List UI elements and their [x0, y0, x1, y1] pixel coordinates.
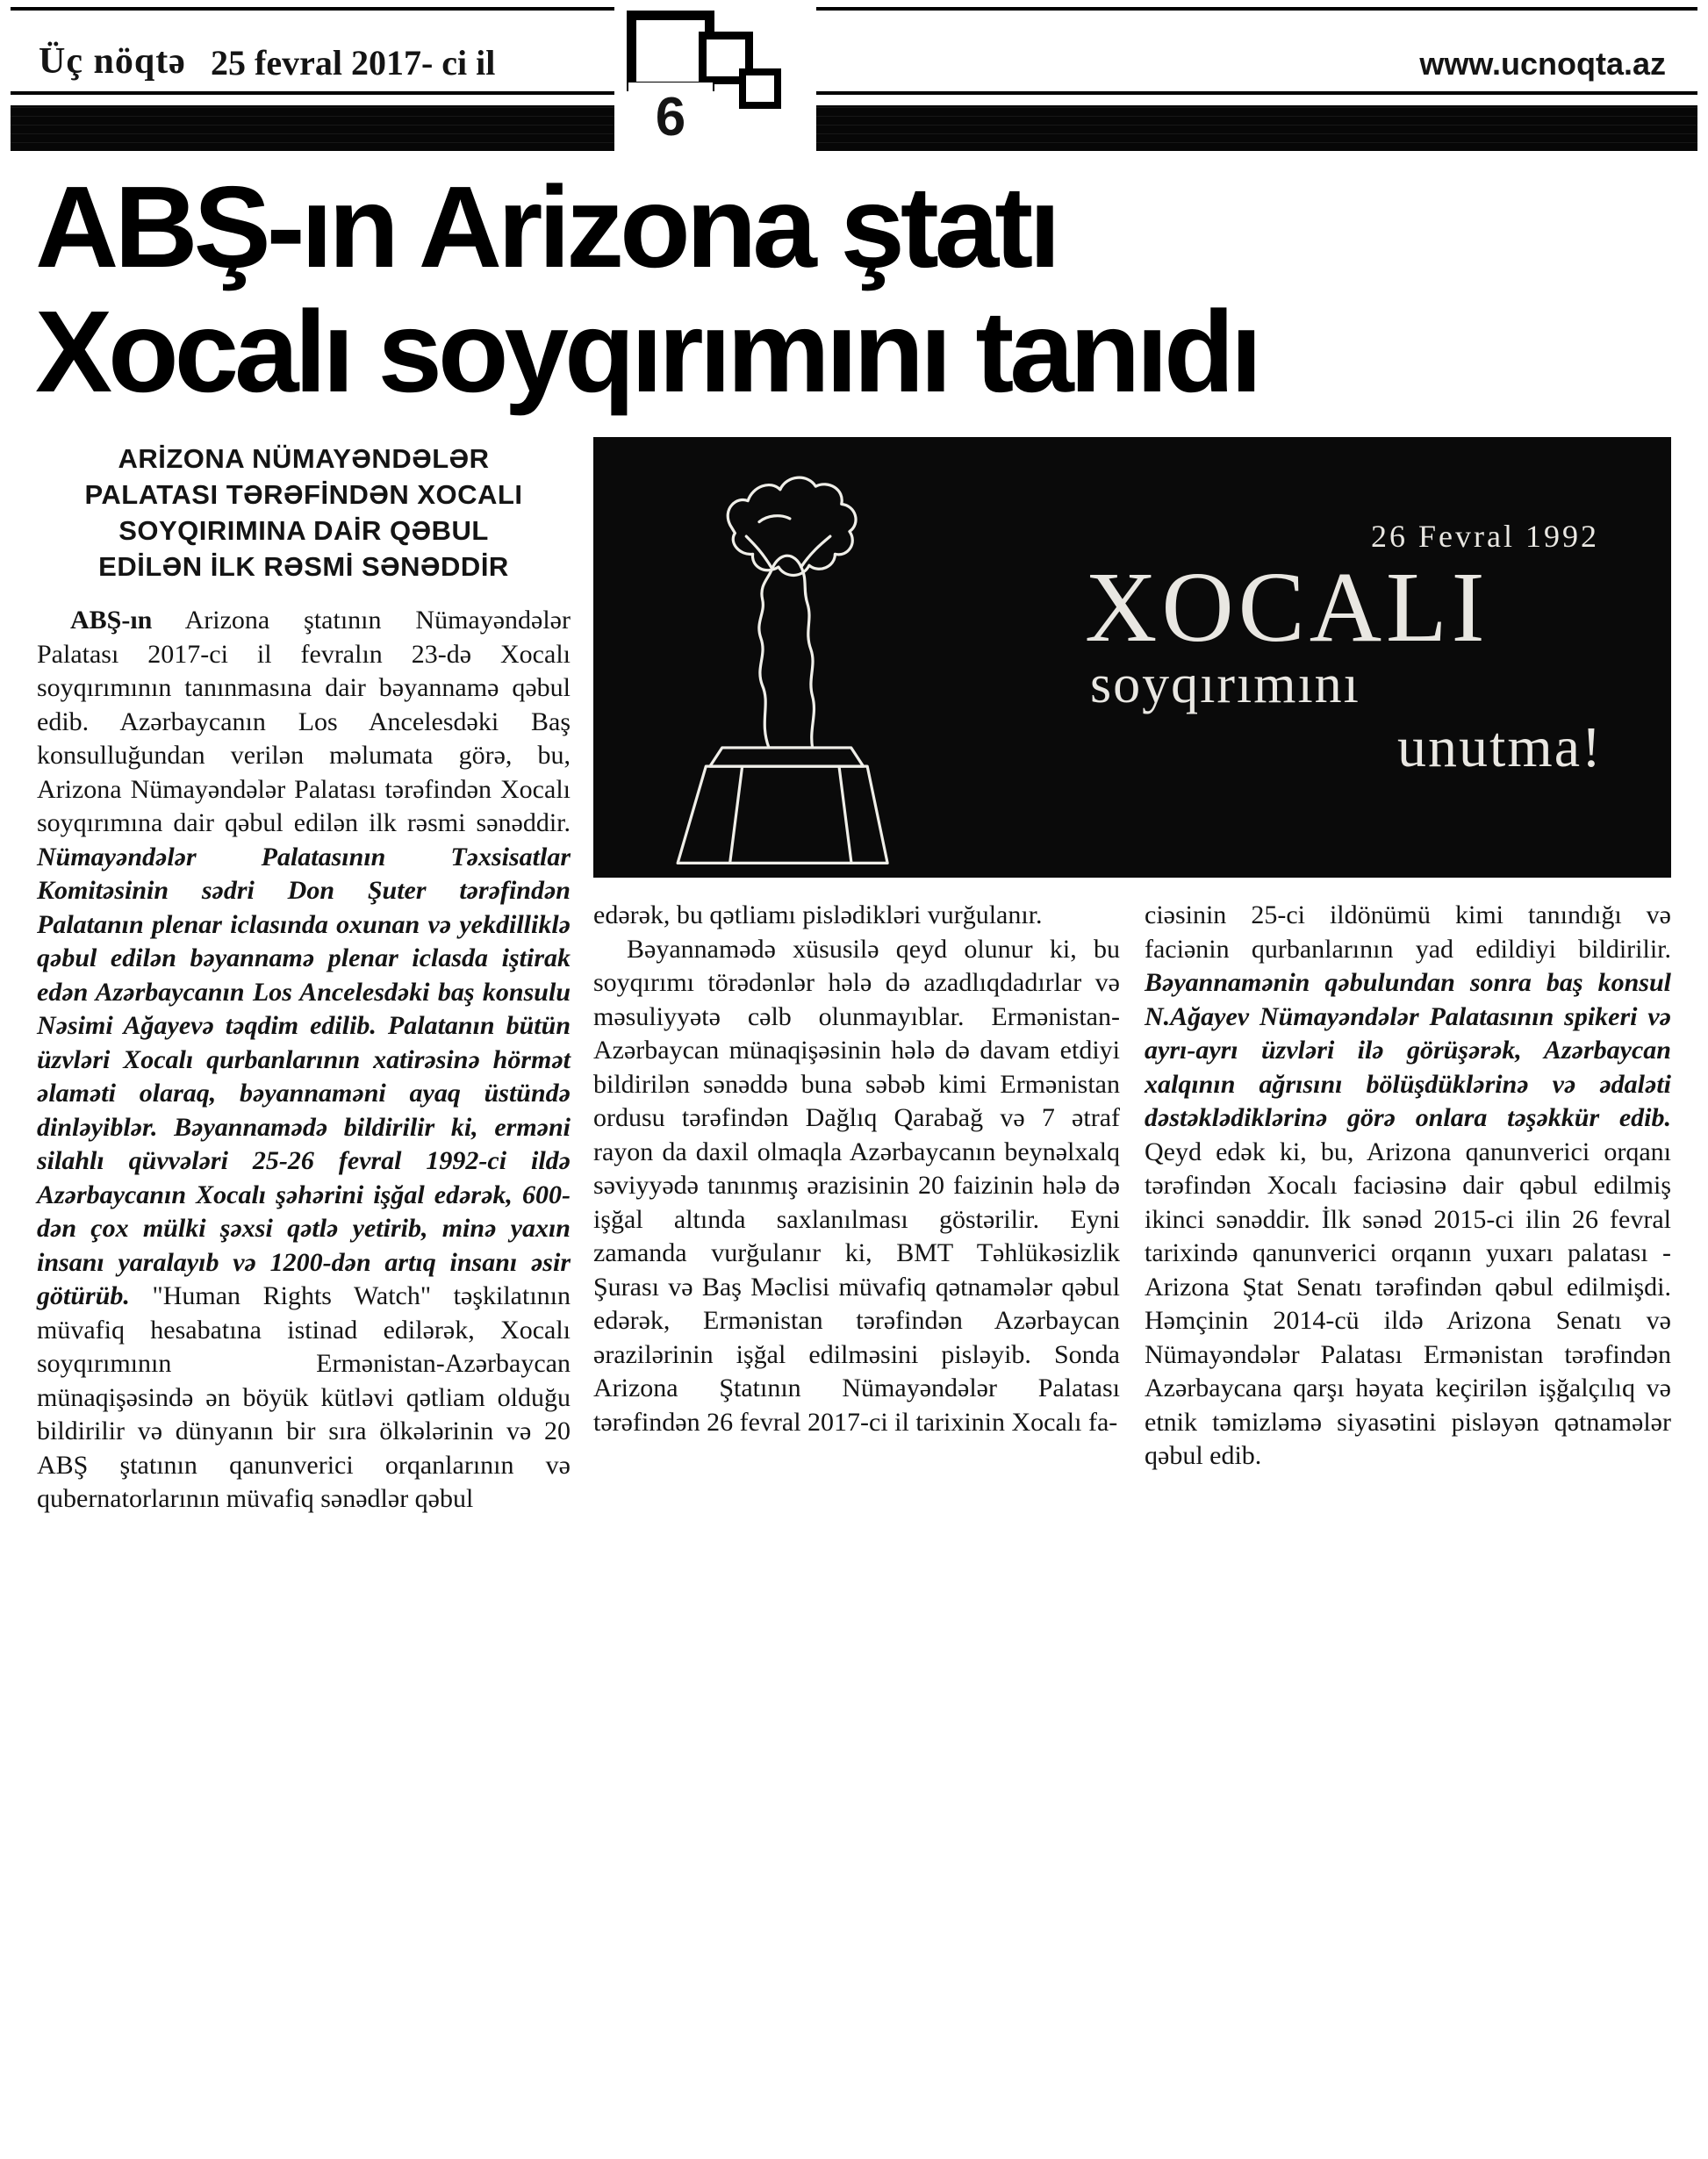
square-icon: [739, 68, 781, 109]
page-number: 6: [628, 82, 713, 151]
left-column: [37, 437, 571, 2136]
header-black-bar: [11, 105, 1697, 151]
top-rule: [11, 7, 1697, 11]
website-url: www.ucnoqta.az: [1419, 46, 1666, 82]
article-content: [37, 437, 1671, 2136]
right-area: [593, 437, 1671, 2136]
poster-text: [1085, 518, 1640, 779]
statue-illustration: [609, 448, 964, 867]
article-body-middle: [593, 899, 1120, 2136]
headline: [35, 162, 1682, 416]
article-body-left: [37, 604, 571, 1517]
article-body-right: [1145, 899, 1671, 2136]
header-rule: [11, 91, 1697, 95]
issue-date: 25 fevral 2017- ci il: [211, 43, 496, 82]
paragraph: ciəsinin 25-ci ildönümü kimi tanındığı və faciənin qurbanlarının yad edildiyi bildirilir. Bəyannamənin qəbulundan sonra baş konsul N.Ağayev Nümayəndələr Palatasının spikeri və ayrı-ayrı üzvləri ilə görüşərək, Azərbaycan xalqının ağrısını bölüşdüklərinə və ədaləti dəstəklədiklərinə görə onlara təşəkkür edib. Qeyd edək ki, bu, Arizona qanunverici orqanı tərəfindən Xocalı faciəsinə dair qəbul edilmiş ikinci sənəddir. İlk sənəd 2015-ci ilin 26 fevral tarixində qanunverici orqanın yuxarı palatası - Arizona Ştat Senatı tərəfindən qəbul edilmişdi. Həmçinin 2014-cü ildə Arizona Senatı və Nümayəndələr Palatası Ermənistan tərəfindən Azərbaycana qarşı həyata keçirilən işğalçılıq və etnik təmizləmə siyasətini pisləyən qətnamələr qəbul edib.: [1145, 900, 1671, 1470]
poster-date: 26 Fevral 1992: [1371, 519, 1599, 554]
article-lead: ARİZONA NÜMAYƏNDƏLƏR PALATASI TƏRƏFİNDƏN XOCALI SOYQIRIMINA DAİR QƏBUL EDİLƏN İLK RƏSMİ SƏNƏDDİR: [84, 443, 523, 582]
headline-line-1: ABŞ-ın Arizona ştatı: [35, 162, 1057, 291]
poster-subtitle: soyqırımını: [1090, 655, 1360, 714]
lower-columns: [593, 899, 1671, 2136]
paragraph: ABŞ-ın Arizona ştatının Nümayəndələr Palatası 2017-ci il fevralın 23-də Xocalı soyqırımının tanınmasına dair bəyannamə qəbul edib. Azərbaycanın Los Ancelesdəki Baş konsulluğundan verilən məlumata görə, bu, Arizona Nümayəndələr Palatası tərəfindən Xocalı soyqırımına dair qəbul edilən ilk rəsmi sənəddir. Nümayəndələr Palatasının Təxsisatlar Komitəsinin sədri Don Şuter tərəfindən Palatanın plenar iclasında oxunan və yekdilliklə qəbul edilən bəyannamə plenar iclasda iştirak edən Azərbaycanın Los Ancelesdəki baş konsulu Nəsimi Ağayevə təqdim edilib. Palatanın bütün üzvləri Xocalı qurbanlarının xatirəsinə hörmət əlaməti olaraq, bəyannaməni ayaq üstündə dinləyiblər. Bəyannamədə bildirilir ki, erməni silahlı qüvvələri 25-26 fevral 1992-ci ildə Azərbaycanın Xocalı şəhərini işğal edərək, 600-dən çox mülki şəxsi qətlə yetirib, minə yaxın insanı yaralayıb və 1200-dən artıq insanı əsir götürüb. "Human Rights Watch" təşkilatının müvafiq hesabatına istinad edilərək, Xocalı soyqırımının Ermənistan-Azərbaycan münaqişəsində ən böyük kütləvi qətliam olduğu bildirilir və dünyanın bir sıra ölkələrinin və 20 ABŞ ştatının qanunverici orqanlarının və qubernatorlarının müvafiq sənədlər qəbul: [37, 606, 571, 1513]
paragraph: edərək, bu qətliamı pislədikləri vurğulanır.: [593, 900, 1043, 929]
newspaper-name: Üç nöqtə: [39, 41, 186, 82]
paragraph: Bəyannamədə xüsusilə qeyd olunur ki, bu soyqırımı törədənlər hələ də azadlıqdadırlar və məsuliyyətə cəlb olunmayıblar. Ermənistan-Azərbaycan münaqişəsinin hələ də davam etdiyi bildirilən sənəddə buna səbəb kimi Ermənistan ordusu tərəfindən Dağlıq Qarabağ və 7 ətraf rayon da daxil olmaqla Azərbaycanın beynəlxalq səviyyədə tanınmış ərazisinin 20 faizinin hələ də işğal altında saxlanılması göstərilir. Eyni zamanda vurğulanır ki, BMT Təhlükəsizlik Şurası və Baş Məclisi müvafiq qətnamələr qəbul edərək, Ermənistan tərəfindən Azərbaycan ərazilərinin işğal edilməsini pisləyib. Sonda Arizona Ştatının Nümayəndələr Palatası tərəfindən 26 fevral 2017-ci il tarixinin Xocalı fa-: [593, 934, 1120, 1437]
headline-line-2: Xocalı soyqırımını tanıdı: [35, 287, 1259, 416]
poster-title: XOCALI: [1085, 551, 1489, 663]
page-number-graphic: [614, 5, 816, 153]
khojaly-poster-image: [593, 437, 1671, 878]
poster-cta: unutma!: [1397, 715, 1603, 779]
